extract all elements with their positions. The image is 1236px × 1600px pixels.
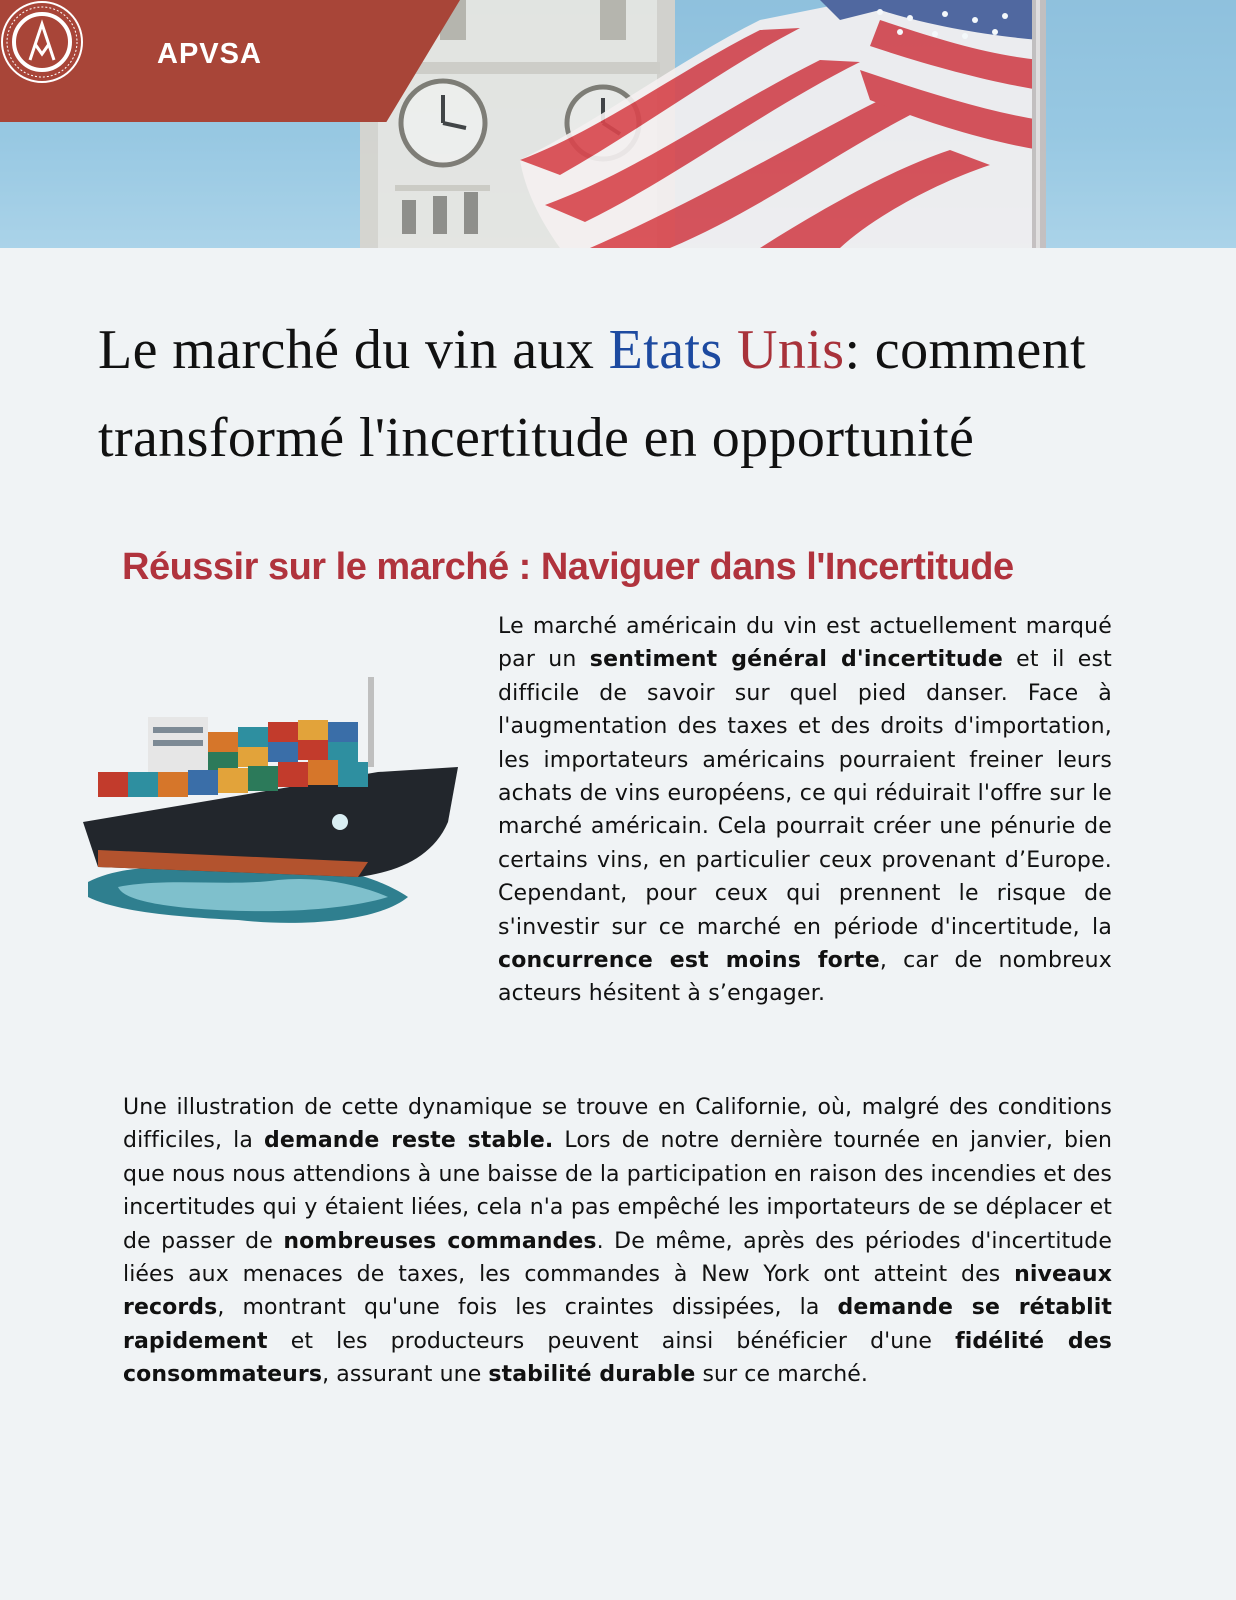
title-space bbox=[723, 319, 737, 381]
p1-text-2: et il est difficile de savoir sur quel pied danser. Face à l'augmentation des taxes et des droits d'importation, les importateurs américains pourraient freiner leurs achats de vins européens, ce qui réduirait l'offre sur le marché américain. Cela pourrait créer une pénurie de certains vins, en particulier ceux provenant d’Europe. Cependant, pour ceux qui prennent le risque de s'investir sur ce marché en période d'incertitude, la bbox=[498, 647, 1112, 940]
p2-bold-6: stabilité durable bbox=[488, 1362, 696, 1388]
title-part-2: : comment transformé l'incertitude en opportunité bbox=[98, 319, 1086, 469]
p2-bold-1: demande reste stable. bbox=[263, 1128, 554, 1154]
p2-text-6: , assurant une bbox=[322, 1362, 489, 1388]
p1-bold-2: concurrence est moins forte bbox=[498, 948, 880, 974]
p2-bold-5: fidélité des consommateurs bbox=[123, 1328, 1112, 1388]
p2-text-2: Lors de notre dernière tournée en janvier, bien que nous nous attendions à une baisse de la participation en raison des incendies et des incertitudes qui y étaient liées, cela n'a pas empêché les importateurs de se déplacer et de passer de bbox=[123, 1128, 1113, 1254]
p2-text-3: . De même, après des périodes d'incertitude liées aux menaces de taxes, les commandes à New York ont atteint des bbox=[123, 1228, 1113, 1288]
paragraph-intro bbox=[498, 610, 1112, 1011]
p2-bold-3: niveaux records bbox=[123, 1262, 1112, 1321]
p2-bold-4: demande se rétablit rapidement bbox=[123, 1295, 1112, 1354]
p2-text-7: sur ce marché. bbox=[695, 1362, 868, 1388]
p2-text-1: Une illustration de cette dynamique se trouve en Californie, où, malgré des conditions difficiles, la bbox=[123, 1095, 1112, 1154]
p2-bold-2: nombreuses commandes bbox=[283, 1228, 597, 1254]
title-word-etats: Etats bbox=[608, 319, 723, 381]
page-title bbox=[98, 306, 1218, 482]
container-ship-image bbox=[78, 672, 466, 942]
p1-text-3: , car de nombreux acteurs hésitent à s’engager. bbox=[498, 948, 1112, 1007]
p2-text-5: et les producteurs peuvent ainsi bénéficier d'une bbox=[267, 1328, 956, 1354]
hero-banner bbox=[0, 0, 1236, 248]
p1-text-1: Le marché américain du vin est actuellement marqué par un bbox=[498, 614, 1112, 673]
p2-text-4: , montrant qu'une fois les craintes dissipées, la bbox=[217, 1295, 838, 1321]
paragraph-california bbox=[123, 1091, 1112, 1392]
title-word-unis: Unis bbox=[737, 319, 845, 381]
title-part-1: Le marché du vin aux bbox=[98, 319, 609, 381]
section-heading: Réussir sur le marché : Naviguer dans l'Incertitude bbox=[122, 546, 1014, 588]
association-logo-icon bbox=[0, 0, 84, 84]
brand-name: APVSA bbox=[157, 38, 262, 70]
p1-bold-1: sentiment général d'incertitude bbox=[589, 647, 1003, 673]
